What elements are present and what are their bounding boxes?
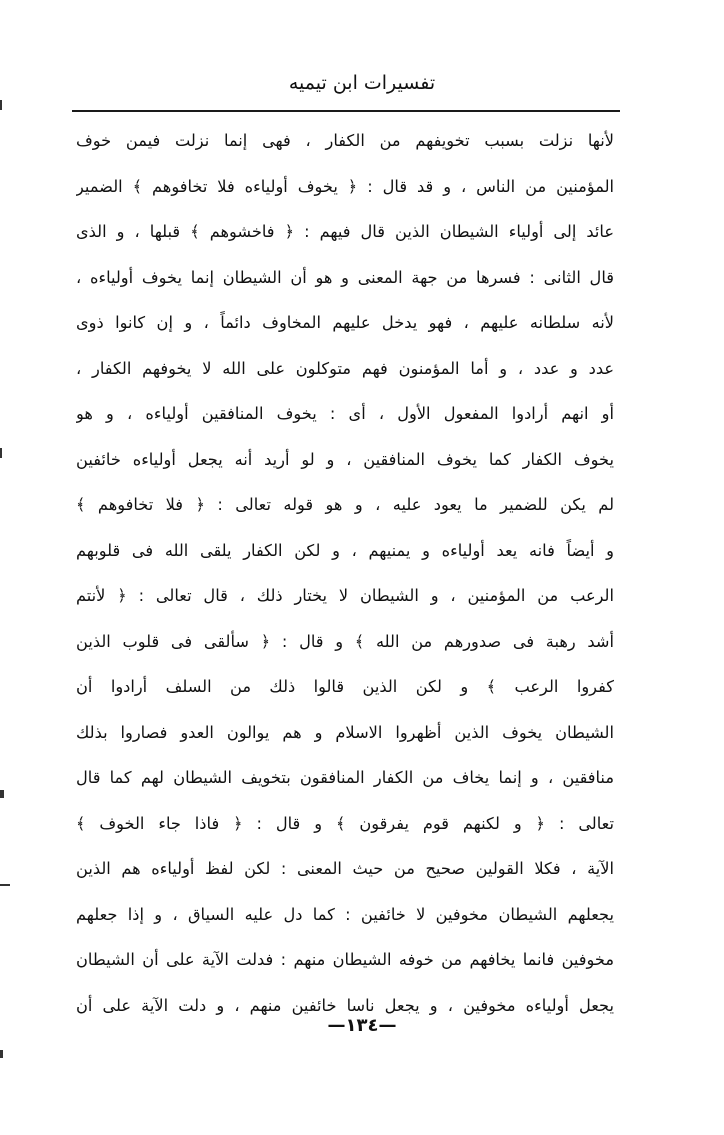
- body-text: [76, 118, 614, 1028]
- text-line: عدد و عدد ، و أما المؤمنون فهم متوكلون على الله لا يخوفهم الكفار ،: [76, 358, 614, 378]
- text-line: لأنها نزلت بسبب تخويفهم من الكفار ، فهى إنما نزلت فيمن خوف: [76, 131, 614, 150]
- text-line: منافقين ، و إنما يخاف من الكفار المنافقون بتخويف الشيطان لهم كما قال: [76, 768, 614, 787]
- text-line: لم يكن للضمير ما يعود عليه ، و هو قوله تعالى : ﴿ فلا تخافوهم ﴾: [76, 495, 614, 514]
- text-line: الآية ، فكلا القولين صحيح من حيث المعنى : لكن لفظ أولياءه هم الذين: [76, 859, 614, 878]
- scan-edge-mark: [0, 1050, 3, 1058]
- text-line: قال الثانى : فسرها من جهة المعنى و هو أن الشيطان إنما يخوف أولياءه ،: [76, 267, 614, 287]
- scan-edge-mark: [0, 100, 2, 110]
- text-line: كفروا الرعب ﴾ و لكن الذين قالوا ذلك من السلف أرادوا أن: [76, 677, 614, 696]
- running-header-title: تفسيرات ابن تيميه: [288, 72, 436, 94]
- text-line: و أيضاً فانه يعد أولياءه و يمنيهم ، و لكن الكفار يلقى الله فى قلوبهم: [76, 540, 614, 560]
- header-rule: [72, 110, 620, 112]
- text-line: الشيطان يخوف الذين أظهروا الاسلام و هم يوالون العدو فصاروا بذلك: [76, 722, 614, 742]
- text-line: لأنه سلطانه عليهم ، فهو يدخل عليهم المخاوف دائماً ، و إن كانوا ذوى: [76, 313, 614, 332]
- scan-edge-mark: [0, 884, 10, 886]
- text-line: أشد رهبة فى صدورهم من الله ﴾ و قال : ﴿ سألقى فى قلوب الذين: [76, 631, 614, 651]
- scan-edge-mark: [0, 790, 4, 798]
- text-line: يجعلهم الشيطان مخوفين لا خائفين : كما دل عليه السياق ، و إذا جعلهم: [76, 904, 614, 924]
- page-number: —١٣٤—: [327, 1015, 397, 1036]
- text-line: يجعل أولياءه مخوفين ، و يجعل ناسا خائفين منهم ، و دلت الآية على أن: [76, 995, 614, 1015]
- text-line: أو انهم أرادوا المفعول الأول ، أى : يخوف المنافقين أولياءه ، و هو: [76, 404, 614, 423]
- text-line: مخوفين فانما يخافهم من خوفه الشيطان منهم : فدلت الآية على أن الشيطان: [76, 950, 614, 969]
- scan-edge-mark: [0, 448, 2, 458]
- text-line: المؤمنين من الناس ، و قد قال : ﴿ يخوف أولياءه فلا تخافوهم ﴾ الضمير: [76, 176, 614, 196]
- text-line: يخوف الكفار كما يخوف المنافقين ، و لو أريد أنه يجعل أولياءه خائفين: [76, 449, 614, 469]
- text-line: تعالى : ﴿ و لكنهم قوم يفرقون ﴾ و قال : ﴿ فاذا جاء الخوف ﴾: [76, 813, 614, 833]
- text-line: عائد إلى أولياء الشيطان الذين قال فيهم : ﴿ فاخشوهم ﴾ قبلها ، و الذى: [76, 222, 614, 241]
- text-line: الرعب من المؤمنين ، و الشيطان لا يختار ذلك ، قال تعالى : ﴿ لأنتم: [76, 586, 614, 605]
